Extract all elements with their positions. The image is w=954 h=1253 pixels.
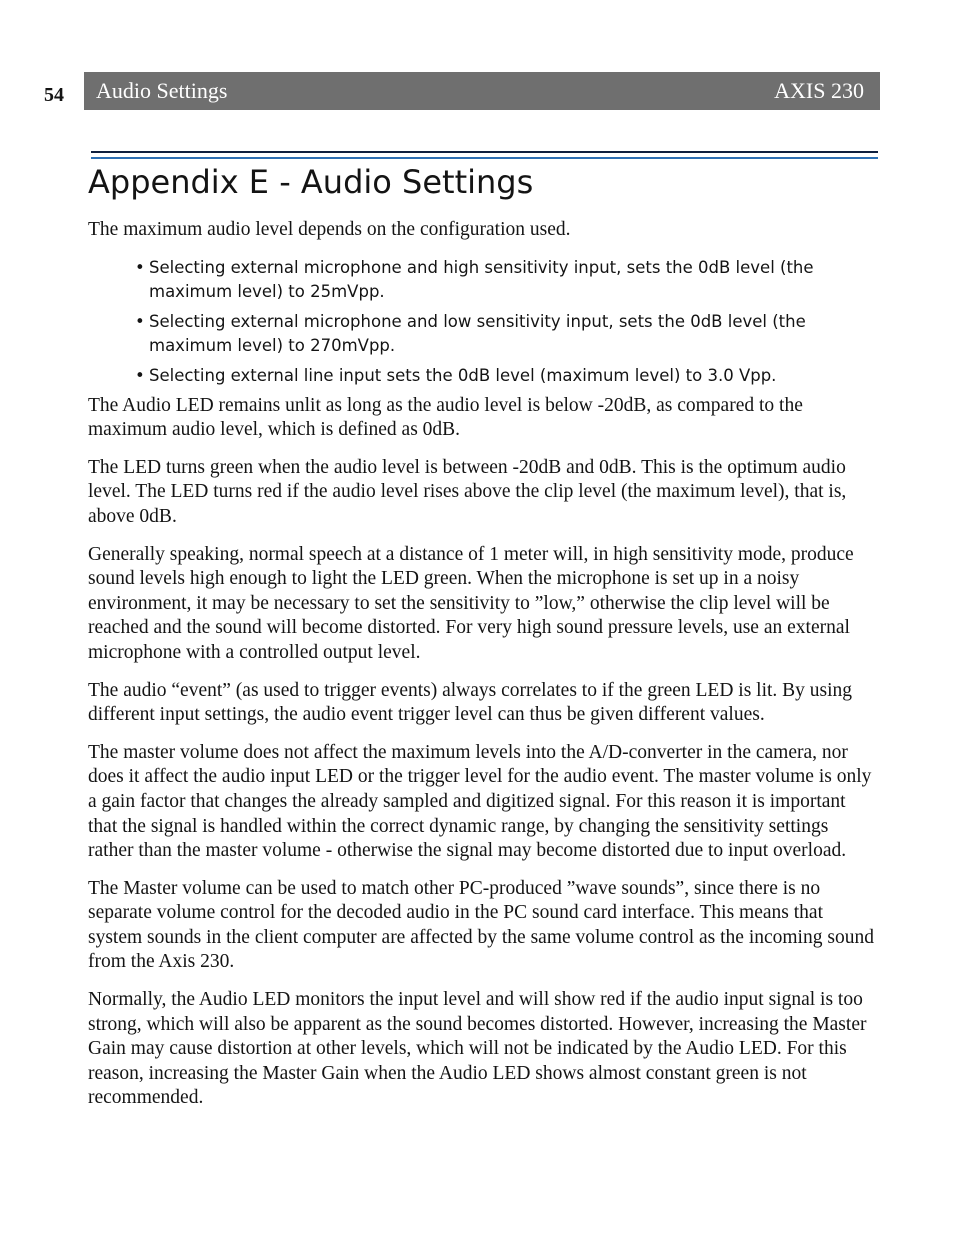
- paragraph-audio-event: The audio “event” (as used to trigger events) always correlates to if the green LED is lit. By using different input settings, the audio event trigger level can thus be given different values.: [88, 679, 853, 726]
- paragraph-master-gain: Normally, the Audio LED monitors the input level and will show red if the audio input signal is too strong, which will also be apparent as the sound becomes distorted. However, increasing the Master Gain may cause distortion at other levels, which will not be indicated by the Audio LED. For this reason, increasing the Master Gain when the Audio LED shows almost constant green is not recommended.: [88, 989, 867, 1109]
- page-title: Appendix E - Audio Settings: [88, 163, 534, 201]
- list-item: • Selecting external microphone and low sensitivity input, sets the 0dB level (the maximum level) to 270mVpp.: [130, 310, 878, 358]
- paragraph-wave-sounds: The Master volume can be used to match other PC-produced ”wave sounds”, since there is no separate volume control for the decoded audio in the PC sound card interface. This means that system sounds in the client computer are affected by the same volume control as the incoming sound from the Axis 230.: [88, 877, 874, 973]
- running-header: [84, 72, 880, 110]
- audio-level-list: [88, 256, 878, 388]
- body-content: [88, 218, 878, 1124]
- list-item: • Selecting external microphone and high sensitivity input, sets the 0dB level (the maximum level) to 25mVpp.: [130, 256, 878, 304]
- list-item: • Selecting external line input sets the 0dB level (maximum level) to 3.0 Vpp.: [130, 364, 878, 388]
- paragraph-led-green: The LED turns green when the audio level is between -20dB and 0dB. This is the optimum audio level. The LED turns red if the audio level rises above the clip level (the maximum level), that is, above 0dB.: [88, 456, 847, 527]
- header-product-name: AXIS 230: [774, 78, 864, 103]
- paragraph-speech-levels: Generally speaking, normal speech at a distance of 1 meter will, in high sensitivity mode, produce sound levels high enough to light the LED green. When the microphone is set up in a noisy environment, it may be necessary to set the sensitivity to ”low,” otherwise the clip level will be reached and the sound will become distorted. For very high sound pressure levels, use an external microphone with a controlled output level.: [88, 543, 854, 663]
- intro-paragraph: The maximum audio level depends on the configuration used.: [88, 219, 571, 240]
- title-rule-blue: [91, 157, 878, 159]
- paragraph-led-unlit: The Audio LED remains unlit as long as the audio level is below -20dB, as compared to the maximum audio level, which is defined as 0dB.: [88, 394, 803, 441]
- paragraph-master-volume: The master volume does not affect the maximum levels into the A/D-converter in the camera, nor does it affect the audio input LED or the trigger level for the audio event. The master volume is only a gain factor that changes the already sampled and digitized signal. For this reason it is important that the signal is handled within the correct dynamic range, by changing the sensitivity settings rather than the master volume - otherwise the signal may become distorted due to input overload.: [88, 741, 872, 862]
- header-section-title: Audio Settings: [96, 78, 228, 103]
- page-number: 54: [44, 84, 64, 106]
- title-rule-dark: [91, 151, 878, 153]
